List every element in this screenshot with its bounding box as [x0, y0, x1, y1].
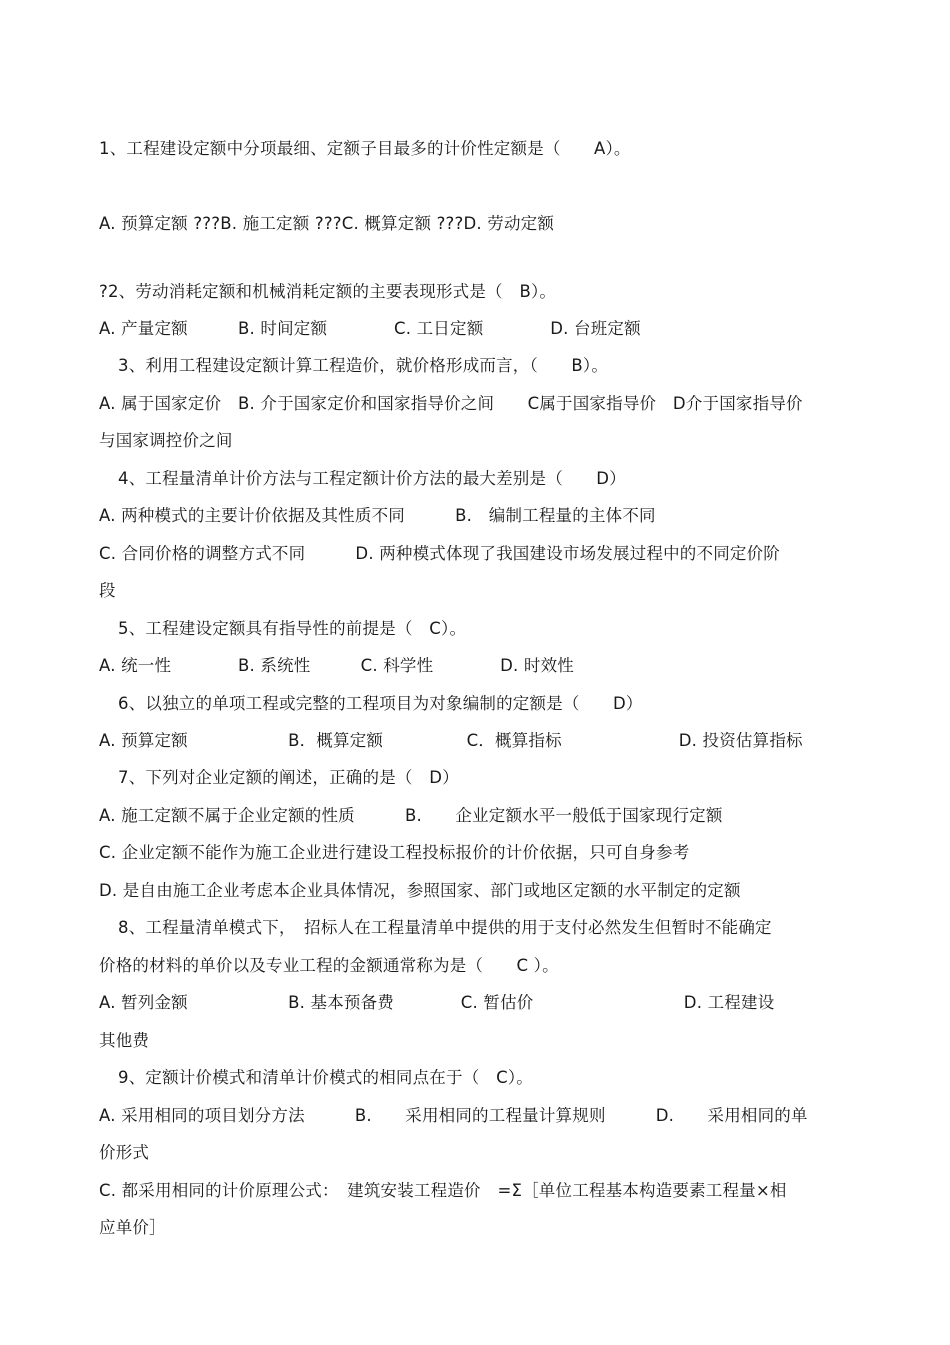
question-8-options-cont: 其他费	[99, 1031, 150, 1050]
question-9-option-c-cont: 应单价］	[99, 1218, 166, 1237]
question-6: 6、以独立的单项工程或完整的工程项目为对象编制的定额是（ D）	[118, 694, 643, 713]
question-1: 1、工程建设定额中分项最细、定额子目最多的计价性定额是（ A）。	[99, 139, 631, 158]
question-9: 9、定额计价模式和清单计价模式的相同点在于（ C）。	[118, 1068, 533, 1087]
question-9-option-c: C. 都采用相同的计价原理公式： 建筑安装工程造价 =Σ［单位工程基本构造要素工程量×相	[99, 1181, 787, 1200]
question-9-options: A. 采用相同的项目划分方法 B. 采用相同的工程量计算规则 D. 采用相同的单	[99, 1106, 808, 1125]
question-2: ?2、劳动消耗定额和机械消耗定额的主要表现形式是（ B）。	[99, 282, 557, 301]
question-6-options: A. 预算定额 B．概算定额 C．概算指标 D. 投资估算指标	[99, 731, 803, 750]
question-4-options-ab: A. 两种模式的主要计价依据及其性质不同 B. 编制工程量的主体不同	[99, 506, 656, 525]
question-1-options: A. 预算定额 ???B. 施工定额 ???C. 概算定额 ???D. 劳动定额	[99, 214, 555, 233]
question-2-options: A. 产量定额 B. 时间定额 C. 工日定额 D. 台班定额	[99, 319, 641, 338]
question-8: 8、工程量清单模式下， 招标人在工程量清单中提供的用于支付必然发生但暂时不能确定	[118, 918, 772, 937]
question-5: 5、工程建设定额具有指导性的前提是（ C）。	[118, 619, 467, 638]
question-5-options: A. 统一性 B. 系统性 C. 科学性 D. 时效性	[99, 656, 575, 675]
question-9-options-cont: 价形式	[99, 1143, 150, 1162]
question-3: 3、利用工程建设定额计算工程造价，就价格形成而言，（ B）。	[118, 356, 609, 375]
question-7-option-c: C. 企业定额不能作为施工企业进行建设工程投标报价的计价依据，只可自身参考	[99, 843, 690, 862]
question-7: 7、下列对企业定额的阐述，正确的是（ D）	[118, 768, 459, 787]
question-4-options-cd: C. 合同价格的调整方式不同 D. 两种模式体现了我国建设市场发展过程中的不同定价阶	[99, 544, 781, 563]
question-7-option-d: D. 是自由施工企业考虑本企业具体情况，参照国家、部门或地区定额的水平制定的定额	[99, 881, 741, 900]
question-3-options-cont: 与国家调控价之间	[99, 431, 233, 450]
question-8-options: A. 暂列金额 B. 基本预备费 C. 暂估价 D. 工程建设	[99, 993, 775, 1012]
question-4-options-cont: 段	[99, 581, 116, 600]
question-8-cont: 价格的材料的单价以及专业工程的金额通常称为是（ C ）。	[99, 956, 559, 975]
question-4: 4、工程量清单计价方法与工程定额计价方法的最大差别是（ D）	[118, 469, 626, 488]
question-7-options-ab: A. 施工定额不属于企业定额的性质 B. 企业定额水平一般低于国家现行定额	[99, 806, 723, 825]
question-3-options: A. 属于国家定价 B. 介于国家定价和国家指导价之间 C属于国家指导价 D介于国家指导价	[99, 394, 803, 413]
